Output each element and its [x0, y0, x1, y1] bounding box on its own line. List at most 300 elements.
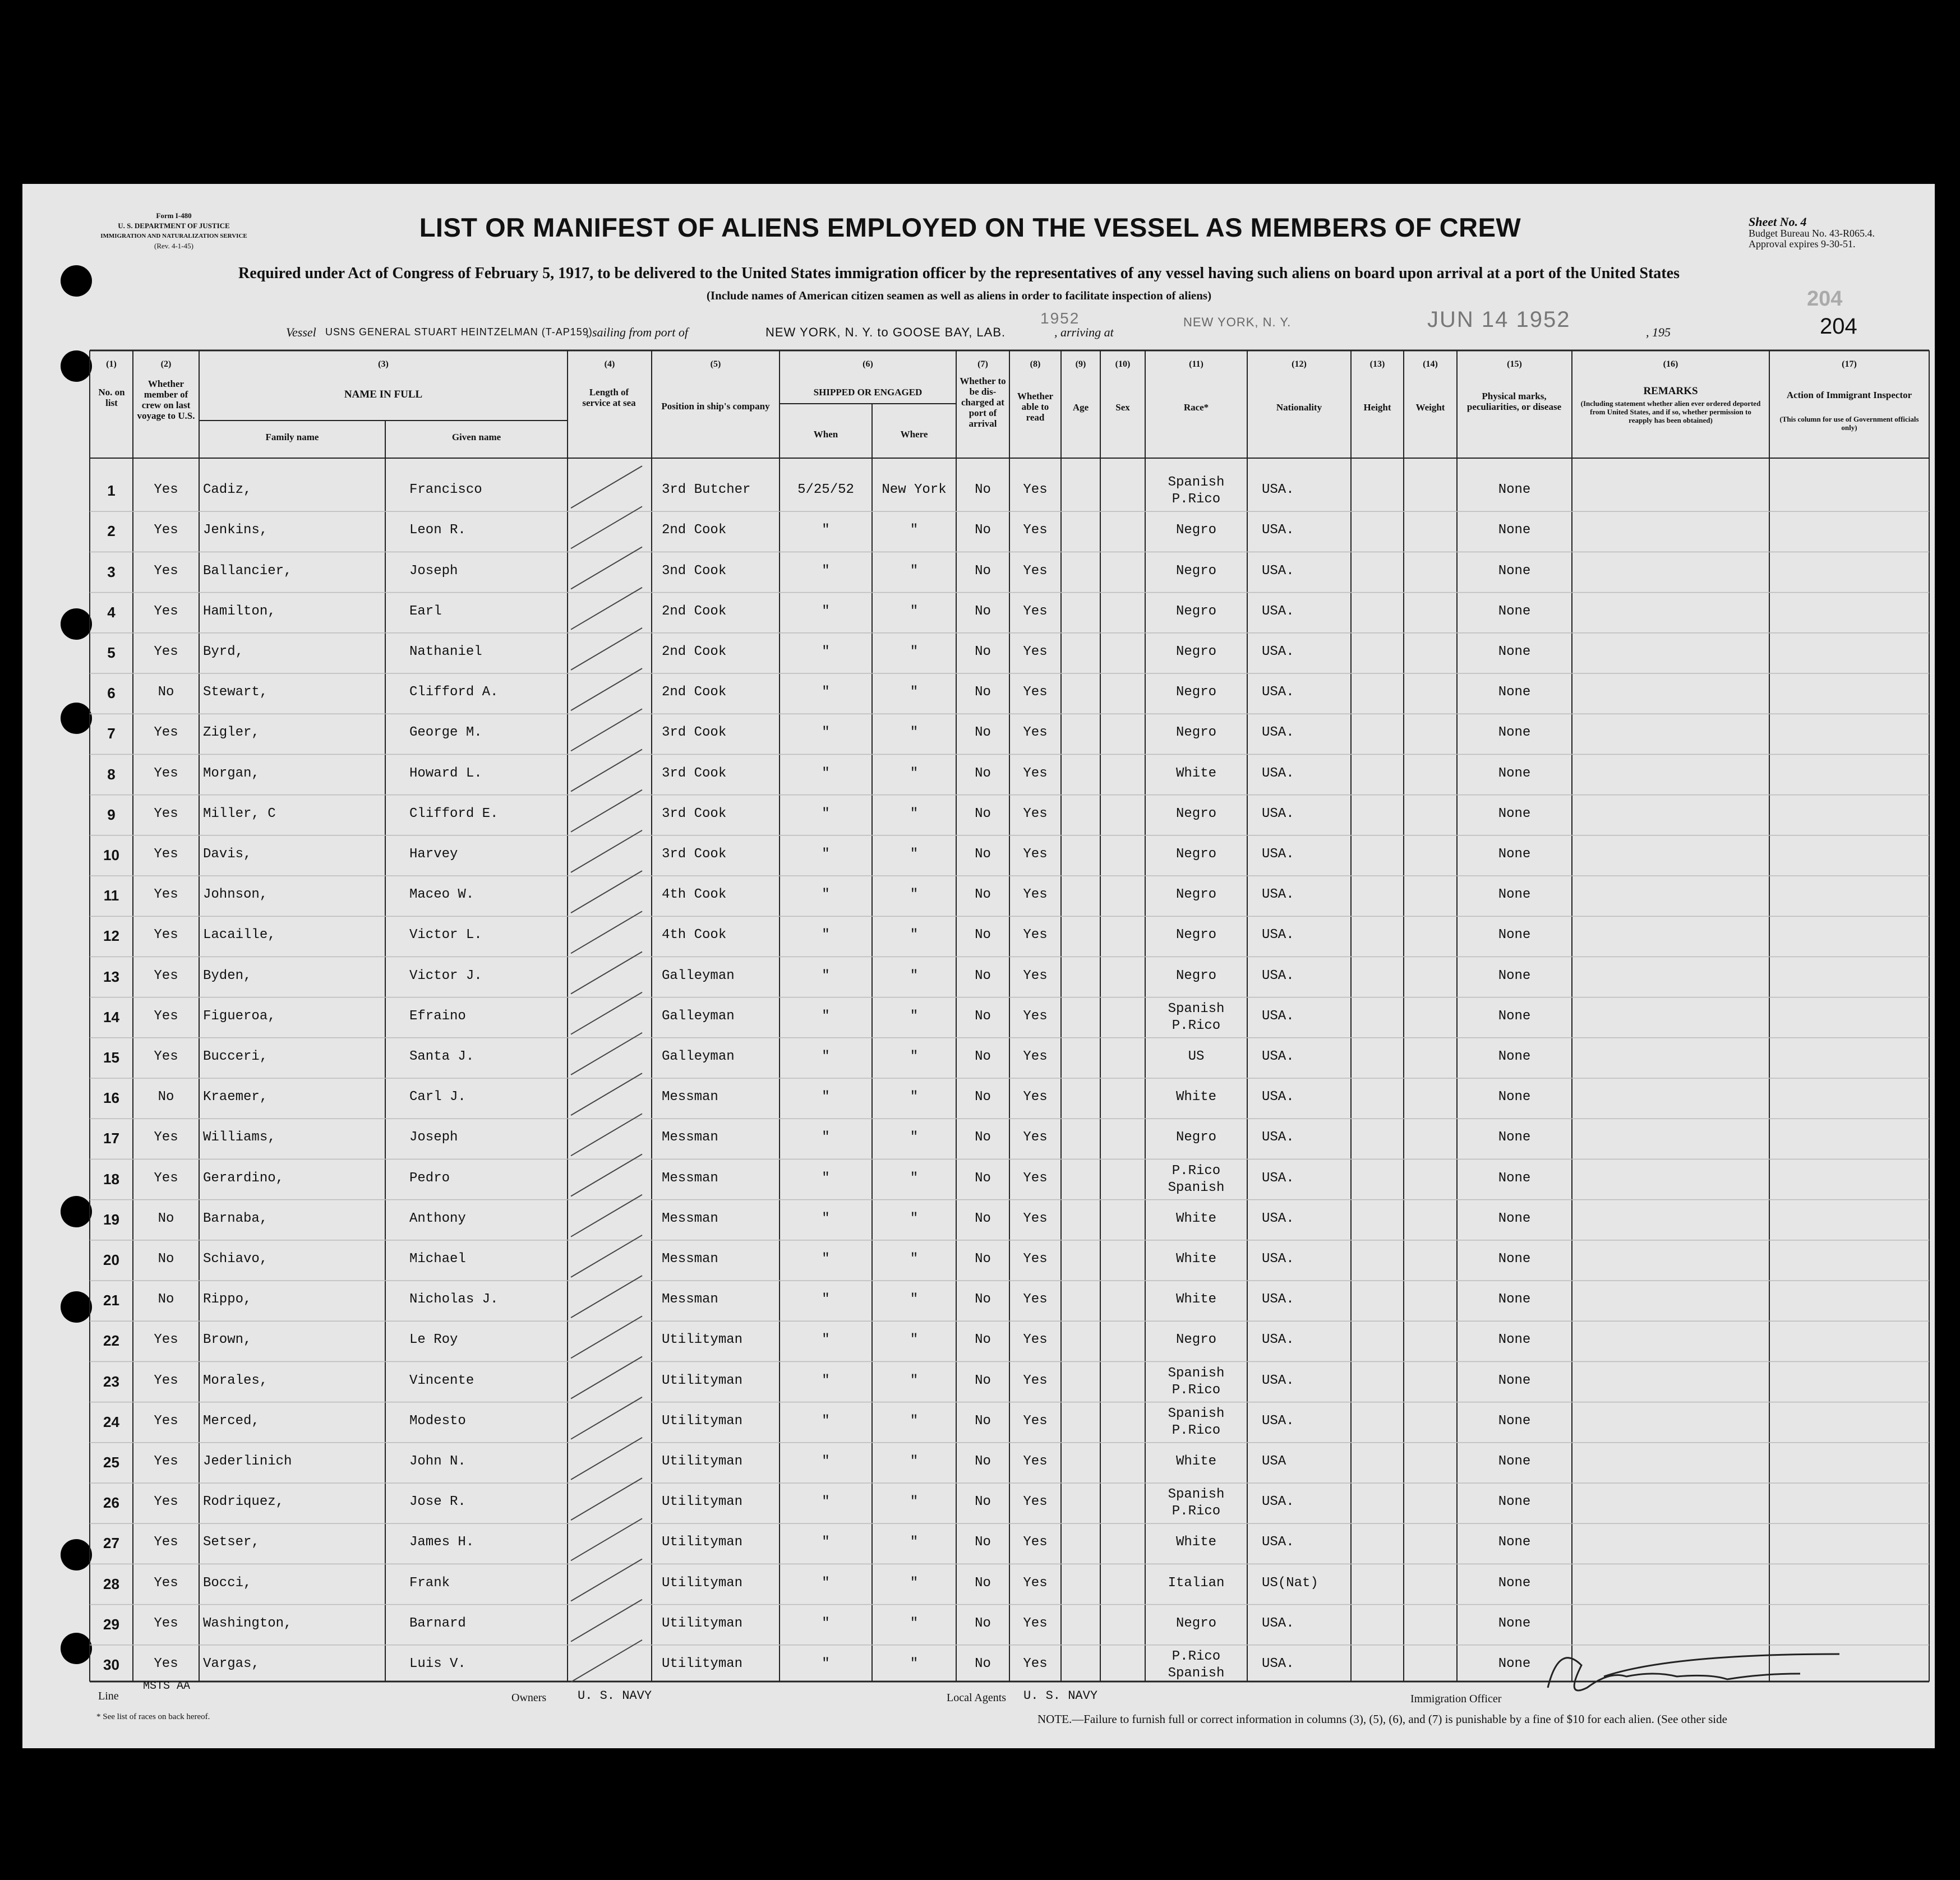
service-check-stroke	[571, 952, 642, 994]
arriving-port: NEW YORK, N. Y.	[1183, 315, 1292, 329]
service-check-stroke	[571, 588, 642, 630]
able-to-read: Yes	[1023, 1615, 1048, 1631]
year-label: , 195	[1646, 325, 1671, 339]
given-name: Victor L.	[409, 927, 482, 943]
shipped-when: "	[822, 1170, 830, 1186]
position: Galleyman	[662, 1048, 735, 1064]
able-to-read: Yes	[1023, 1373, 1048, 1388]
physical-marks: None	[1498, 1373, 1531, 1388]
header-given-name: Given name	[451, 432, 501, 442]
able-to-read: Yes	[1023, 846, 1048, 862]
nationality: USA.	[1262, 1048, 1294, 1064]
header-family-name: Family name	[265, 432, 319, 442]
nationality: US(Nat)	[1262, 1575, 1318, 1591]
col-num-7: (7)	[977, 359, 988, 369]
race-line-1: Spanish	[1168, 1365, 1225, 1381]
footer-races-note: * See list of races on back hereof.	[96, 1712, 210, 1721]
position: 3rd Cook	[662, 846, 727, 862]
discharged: No	[975, 1332, 991, 1348]
service-check-stroke	[571, 1276, 642, 1318]
race-line-2: P.Rico	[1172, 1504, 1221, 1519]
header-age: Age	[1072, 402, 1089, 413]
shipped-where: "	[910, 1373, 919, 1388]
physical-marks: None	[1498, 846, 1531, 862]
row-number: 6	[107, 685, 116, 702]
col-num-17: (17)	[1842, 359, 1857, 369]
received-stamp-year: 1952	[1040, 310, 1080, 327]
service-check-stroke	[571, 1073, 642, 1115]
nationality: USA.	[1262, 644, 1294, 659]
header-able-read: Whether able to read	[1017, 391, 1054, 423]
header-remarks-sub: (Including statement whether alien ever ordered deported from United States, and if so, whether permission to reapply has been obtained)	[1580, 399, 1761, 424]
family-name: Hamilton,	[203, 603, 276, 619]
member-last-voyage: Yes	[154, 765, 178, 781]
able-to-read: Yes	[1023, 685, 1048, 700]
shipped-where: New York	[882, 482, 947, 498]
able-to-read: Yes	[1023, 1453, 1048, 1469]
header-weight: Weight	[1415, 402, 1445, 413]
member-last-voyage: Yes	[154, 523, 178, 538]
member-last-voyage: No	[158, 1211, 174, 1226]
family-name: Barnaba,	[203, 1211, 268, 1226]
family-name: Vargas,	[203, 1656, 260, 1671]
ghost-page-number: 204	[1807, 287, 1843, 311]
position: 3rd Cook	[662, 725, 727, 741]
race-line-1: P.Rico	[1172, 1648, 1221, 1664]
physical-marks: None	[1498, 685, 1531, 700]
able-to-read: Yes	[1023, 1251, 1048, 1267]
row-number: 18	[103, 1170, 119, 1188]
given-name: Anthony	[409, 1211, 466, 1226]
row-number: 21	[103, 1292, 119, 1309]
physical-marks: None	[1498, 1535, 1531, 1550]
race	[1145, 1365, 1247, 1399]
header-race: Race*	[1183, 402, 1209, 413]
nationality: USA.	[1262, 1535, 1294, 1550]
race: Negro	[1175, 563, 1216, 579]
race	[1145, 1001, 1247, 1034]
race	[1145, 1406, 1247, 1439]
given-name: Vincente	[409, 1373, 474, 1388]
family-name: Morgan,	[203, 765, 260, 781]
nationality: USA.	[1262, 1251, 1294, 1267]
sheet-label: Sheet No.	[1749, 215, 1798, 229]
service-check-stroke	[571, 871, 642, 913]
physical-marks: None	[1498, 1332, 1531, 1348]
row-number: 29	[103, 1615, 119, 1633]
family-name: Lacaille,	[203, 927, 276, 943]
arriving-label: , arriving at	[1054, 325, 1114, 339]
family-name: Setser,	[203, 1535, 260, 1550]
page-number-stamp: 204	[1820, 314, 1857, 339]
able-to-read: Yes	[1023, 644, 1048, 659]
position: Utilityman	[662, 1494, 743, 1510]
position: 3rd Cook	[662, 765, 727, 781]
discharged: No	[975, 1453, 991, 1469]
race-line-1: Spanish	[1168, 1001, 1225, 1017]
family-name: Ballancier,	[203, 563, 292, 579]
race-line-2: P.Rico	[1172, 1382, 1221, 1398]
discharged: No	[975, 685, 991, 700]
row-number: 3	[107, 563, 116, 580]
shipped-where: "	[910, 1615, 919, 1631]
family-name: Rodriquez,	[203, 1494, 284, 1510]
discharged: No	[975, 603, 991, 619]
row-number: 12	[103, 927, 119, 945]
able-to-read: Yes	[1023, 1048, 1048, 1064]
service-check-stroke	[571, 1195, 642, 1237]
document-title: LIST OR MANIFEST OF ALIENS EMPLOYED ON THE VESSEL AS MEMBERS OF CREW	[419, 213, 1521, 242]
sheet-number: 4	[1800, 215, 1807, 229]
col-num-1: (1)	[106, 359, 117, 369]
shipped-where: "	[910, 1089, 919, 1105]
service-check-stroke	[571, 1640, 642, 1682]
shipped-when: 5/25/52	[797, 482, 854, 498]
nationality: USA.	[1262, 887, 1294, 903]
col-num-16: (16)	[1663, 359, 1678, 369]
nationality: USA.	[1262, 725, 1294, 741]
row-number: 14	[103, 1008, 119, 1026]
shipped-when: "	[822, 765, 830, 781]
service-check-stroke	[571, 1033, 642, 1075]
race-line-1: Spanish	[1168, 1406, 1225, 1421]
physical-marks: None	[1498, 1494, 1531, 1510]
given-name: George M.	[409, 725, 482, 741]
col-num-2: (2)	[160, 359, 172, 369]
service-check-stroke	[571, 628, 642, 670]
position: 3rd Cook	[662, 806, 727, 821]
nationality: USA.	[1262, 603, 1294, 619]
member-last-voyage: Yes	[154, 806, 178, 821]
service-check-stroke	[571, 466, 642, 508]
col-num-6: (6)	[863, 359, 873, 369]
able-to-read: Yes	[1023, 725, 1048, 741]
able-to-read: Yes	[1023, 523, 1048, 538]
shipped-when: "	[822, 1048, 830, 1064]
shipped-where: "	[910, 1535, 919, 1550]
nationality: USA.	[1262, 1089, 1294, 1105]
given-name: Joseph	[409, 563, 458, 579]
given-name: Nathaniel	[409, 644, 482, 659]
member-last-voyage: Yes	[154, 1535, 178, 1550]
able-to-read: Yes	[1023, 968, 1048, 983]
shipped-when: "	[822, 968, 830, 983]
given-name: Clifford A.	[409, 685, 499, 700]
race: White	[1175, 1211, 1216, 1226]
given-name: Michael	[409, 1251, 466, 1267]
given-name: Frank	[409, 1575, 450, 1591]
race: White	[1175, 1453, 1216, 1469]
race: White	[1175, 765, 1216, 781]
member-last-voyage: Yes	[154, 1332, 178, 1348]
shipped-when: "	[822, 1615, 830, 1631]
position: Galleyman	[662, 1008, 735, 1024]
service-check-stroke	[571, 1235, 642, 1277]
position: 2nd Cook	[662, 644, 727, 659]
physical-marks: None	[1498, 1048, 1531, 1064]
shipped-where: "	[910, 927, 919, 943]
shipped-where: "	[910, 1048, 919, 1064]
col-num-14: (14)	[1423, 359, 1438, 369]
nationality: USA.	[1262, 1656, 1294, 1671]
nationality: USA.	[1262, 1292, 1294, 1308]
member-last-voyage: Yes	[154, 1413, 178, 1429]
physical-marks: None	[1498, 1413, 1531, 1429]
footer-penalty-note: NOTE.—Failure to furnish full or correct information in columns (3), (5), (6), and (7) is punishable by a fine of $10 for each alien. (See other side	[1037, 1712, 1727, 1726]
shipped-where: "	[910, 1292, 919, 1308]
able-to-read: Yes	[1023, 1008, 1048, 1024]
sailing-port: NEW YORK, N. Y. to GOOSE BAY, LAB.	[765, 325, 1006, 339]
row-number: 30	[103, 1656, 119, 1673]
race: White	[1175, 1251, 1216, 1267]
race: White	[1175, 1292, 1216, 1308]
nationality: USA.	[1262, 563, 1294, 579]
discharged: No	[975, 482, 991, 498]
row-number: 5	[107, 644, 116, 661]
given-name: Modesto	[409, 1413, 466, 1429]
discharged: No	[975, 927, 991, 943]
discharged: No	[975, 1170, 991, 1186]
shipped-where: "	[910, 644, 919, 659]
service-check-stroke	[571, 709, 642, 751]
header-sex: Sex	[1115, 402, 1130, 413]
discharged: No	[975, 1211, 991, 1226]
shipped-where: "	[910, 1332, 919, 1348]
member-last-voyage: Yes	[154, 927, 178, 943]
physical-marks: None	[1498, 927, 1531, 943]
vessel-name: USNS GENERAL STUART HEINTZELMAN (T-AP159)	[325, 326, 593, 338]
able-to-read: Yes	[1023, 1494, 1048, 1510]
family-name: Byrd,	[203, 644, 244, 659]
family-name: Morales,	[203, 1373, 268, 1388]
shipped-where: "	[910, 806, 919, 821]
physical-marks: None	[1498, 968, 1531, 983]
row-number: 15	[103, 1048, 119, 1066]
discharged: No	[975, 523, 991, 538]
footer-owners-label: Owners	[511, 1692, 547, 1704]
position: 2nd Cook	[662, 685, 727, 700]
row-number: 25	[103, 1453, 119, 1471]
service-check-stroke	[571, 1154, 642, 1197]
member-last-voyage: Yes	[154, 1373, 178, 1388]
race	[1145, 1163, 1247, 1197]
discharged: No	[975, 1656, 991, 1671]
shipped-where: "	[910, 1575, 919, 1591]
shipped-where: "	[910, 523, 919, 538]
race-line-2: P.Rico	[1172, 1018, 1221, 1033]
able-to-read: Yes	[1023, 1089, 1048, 1105]
footer-line-value: MSTS AA	[143, 1680, 191, 1693]
given-name: Jose R.	[409, 1494, 466, 1510]
shipped-where: "	[910, 887, 919, 903]
race: White	[1175, 1089, 1216, 1105]
footer-officer-label: Immigration Officer	[1410, 1693, 1502, 1705]
member-last-voyage: Yes	[154, 1656, 178, 1671]
position: Utilityman	[662, 1373, 743, 1388]
race: Negro	[1175, 968, 1216, 983]
discharged: No	[975, 563, 991, 579]
service-check-stroke	[571, 1478, 642, 1520]
position: Messman	[662, 1211, 718, 1226]
race-line-2: Spanish	[1168, 1665, 1225, 1681]
discharged: No	[975, 1130, 991, 1145]
position: Utilityman	[662, 1535, 743, 1550]
able-to-read: Yes	[1023, 1211, 1048, 1226]
position: Galleyman	[662, 968, 735, 983]
col-num-5: (5)	[710, 359, 721, 369]
able-to-read: Yes	[1023, 1130, 1048, 1145]
nationality: USA.	[1262, 968, 1294, 983]
nationality: USA.	[1262, 1413, 1294, 1429]
member-last-voyage: Yes	[154, 1453, 178, 1469]
race-line-2: P.Rico	[1172, 492, 1221, 507]
discharged: No	[975, 846, 991, 862]
physical-marks: None	[1498, 1170, 1531, 1186]
race: Negro	[1175, 1332, 1216, 1348]
member-last-voyage: Yes	[154, 968, 178, 983]
nationality: USA.	[1262, 806, 1294, 821]
header-length-service: Length of service at sea	[582, 387, 636, 408]
given-name: Pedro	[409, 1170, 450, 1186]
member-last-voyage: No	[158, 1251, 174, 1267]
row-number: 11	[103, 887, 119, 904]
revision: (Rev. 4-1-45)	[154, 242, 193, 250]
service-check-stroke	[571, 911, 642, 953]
family-name: Stewart,	[203, 685, 268, 700]
row-number: 10	[103, 846, 119, 863]
family-name: Bucceri,	[203, 1048, 268, 1064]
family-name: Byden,	[203, 968, 252, 983]
shipped-when: "	[822, 927, 830, 943]
shipped-when: "	[822, 1211, 830, 1226]
col-num-3: (3)	[378, 359, 389, 369]
shipped-where: "	[910, 1656, 919, 1671]
document-subtitle: Required under Act of Congress of February 5, 1917, to be delivered to the United States immigration officer by the representatives of any vessel having such aliens on board upon arrival at a port of the United States	[238, 265, 1680, 282]
discharged: No	[975, 1535, 991, 1550]
shipped-when: "	[822, 685, 830, 700]
able-to-read: Yes	[1023, 927, 1048, 943]
able-to-read: Yes	[1023, 1656, 1048, 1671]
race-line-2: P.Rico	[1172, 1422, 1221, 1438]
shipped-when: "	[822, 806, 830, 821]
approval-expiry: Approval expires 9-30-51.	[1749, 238, 1856, 250]
given-name: Earl	[409, 603, 442, 619]
race-line-1: Spanish	[1168, 475, 1225, 491]
nationality: USA.	[1262, 1615, 1294, 1631]
row-number: 8	[107, 765, 116, 783]
shipped-where: "	[910, 603, 919, 619]
discharged: No	[975, 1615, 991, 1631]
service-check-stroke	[571, 992, 642, 1034]
discharged: No	[975, 887, 991, 903]
row-number: 20	[103, 1251, 119, 1268]
row-number: 19	[103, 1211, 119, 1228]
given-name: Efraino	[409, 1008, 466, 1024]
shipped-when: "	[822, 523, 830, 538]
discharged: No	[975, 1008, 991, 1024]
race-line-2: Spanish	[1168, 1180, 1225, 1195]
row-number: 4	[107, 603, 116, 621]
shipped-where: "	[910, 846, 919, 862]
race: Negro	[1175, 725, 1216, 741]
race: Negro	[1175, 1615, 1216, 1631]
position: Messman	[662, 1251, 718, 1267]
position: 2nd Cook	[662, 523, 727, 538]
service-check-stroke	[571, 1316, 642, 1358]
service-check-stroke	[571, 830, 642, 872]
row-number: 7	[107, 725, 116, 742]
nationality: USA.	[1262, 1332, 1294, 1348]
family-name: Bocci,	[203, 1575, 252, 1591]
race: Negro	[1175, 603, 1216, 619]
position: Messman	[662, 1130, 718, 1145]
document-subtitle-note: (Include names of American citizen seamen as well as aliens in order to facilitate inspection of aliens)	[706, 289, 1212, 302]
family-name: Jederlinich	[203, 1453, 292, 1469]
physical-marks: None	[1498, 887, 1531, 903]
position: 3rd Butcher	[662, 482, 751, 498]
discharged: No	[975, 1251, 991, 1267]
service-check-stroke	[571, 547, 642, 589]
shipped-when: "	[822, 1251, 830, 1267]
col-num-8: (8)	[1030, 359, 1041, 369]
shipped-where: "	[910, 685, 919, 700]
member-last-voyage: Yes	[154, 1048, 178, 1064]
department: U. S. DEPARTMENT OF JUSTICE	[118, 221, 230, 230]
nationality: USA.	[1262, 1008, 1294, 1024]
member-last-voyage: Yes	[154, 1130, 178, 1145]
nationality: USA.	[1262, 1494, 1294, 1510]
physical-marks: None	[1498, 1089, 1531, 1105]
physical-marks: None	[1498, 1656, 1531, 1671]
race: Negro	[1175, 1130, 1216, 1145]
able-to-read: Yes	[1023, 806, 1048, 821]
able-to-read: Yes	[1023, 482, 1048, 498]
race: Negro	[1175, 806, 1216, 821]
family-name: Figueroa,	[203, 1008, 276, 1024]
position: Utilityman	[662, 1453, 743, 1469]
shipped-when: "	[822, 563, 830, 579]
shipped-when: "	[822, 1008, 830, 1024]
able-to-read: Yes	[1023, 765, 1048, 781]
shipped-when: "	[822, 725, 830, 741]
race-line-1: P.Rico	[1172, 1163, 1221, 1179]
physical-marks: None	[1498, 1251, 1531, 1267]
position: Utilityman	[662, 1615, 743, 1631]
shipped-when: "	[822, 603, 830, 619]
family-name: Kraemer,	[203, 1089, 268, 1105]
given-name: James H.	[409, 1535, 474, 1550]
footer-agents-value: U. S. NAVY	[1023, 1689, 1098, 1703]
shipped-when: "	[822, 1575, 830, 1591]
race: Italian	[1168, 1575, 1225, 1591]
given-name: Victor J.	[409, 968, 482, 983]
discharged: No	[975, 1373, 991, 1388]
nationality: USA.	[1262, 1211, 1294, 1226]
race: Negro	[1175, 685, 1216, 700]
discharged: No	[975, 968, 991, 983]
given-name: Maceo W.	[409, 887, 474, 903]
physical-marks: None	[1498, 644, 1531, 659]
shipped-when: "	[822, 1413, 830, 1429]
member-last-voyage: Yes	[154, 887, 178, 903]
row-number: 1	[107, 482, 116, 500]
member-last-voyage: Yes	[154, 1575, 178, 1591]
discharged: No	[975, 1575, 991, 1591]
given-name: Nicholas J.	[409, 1292, 499, 1308]
physical-marks: None	[1498, 725, 1531, 741]
member-last-voyage: Yes	[154, 603, 178, 619]
footer-agents-label: Local Agents	[947, 1692, 1007, 1704]
